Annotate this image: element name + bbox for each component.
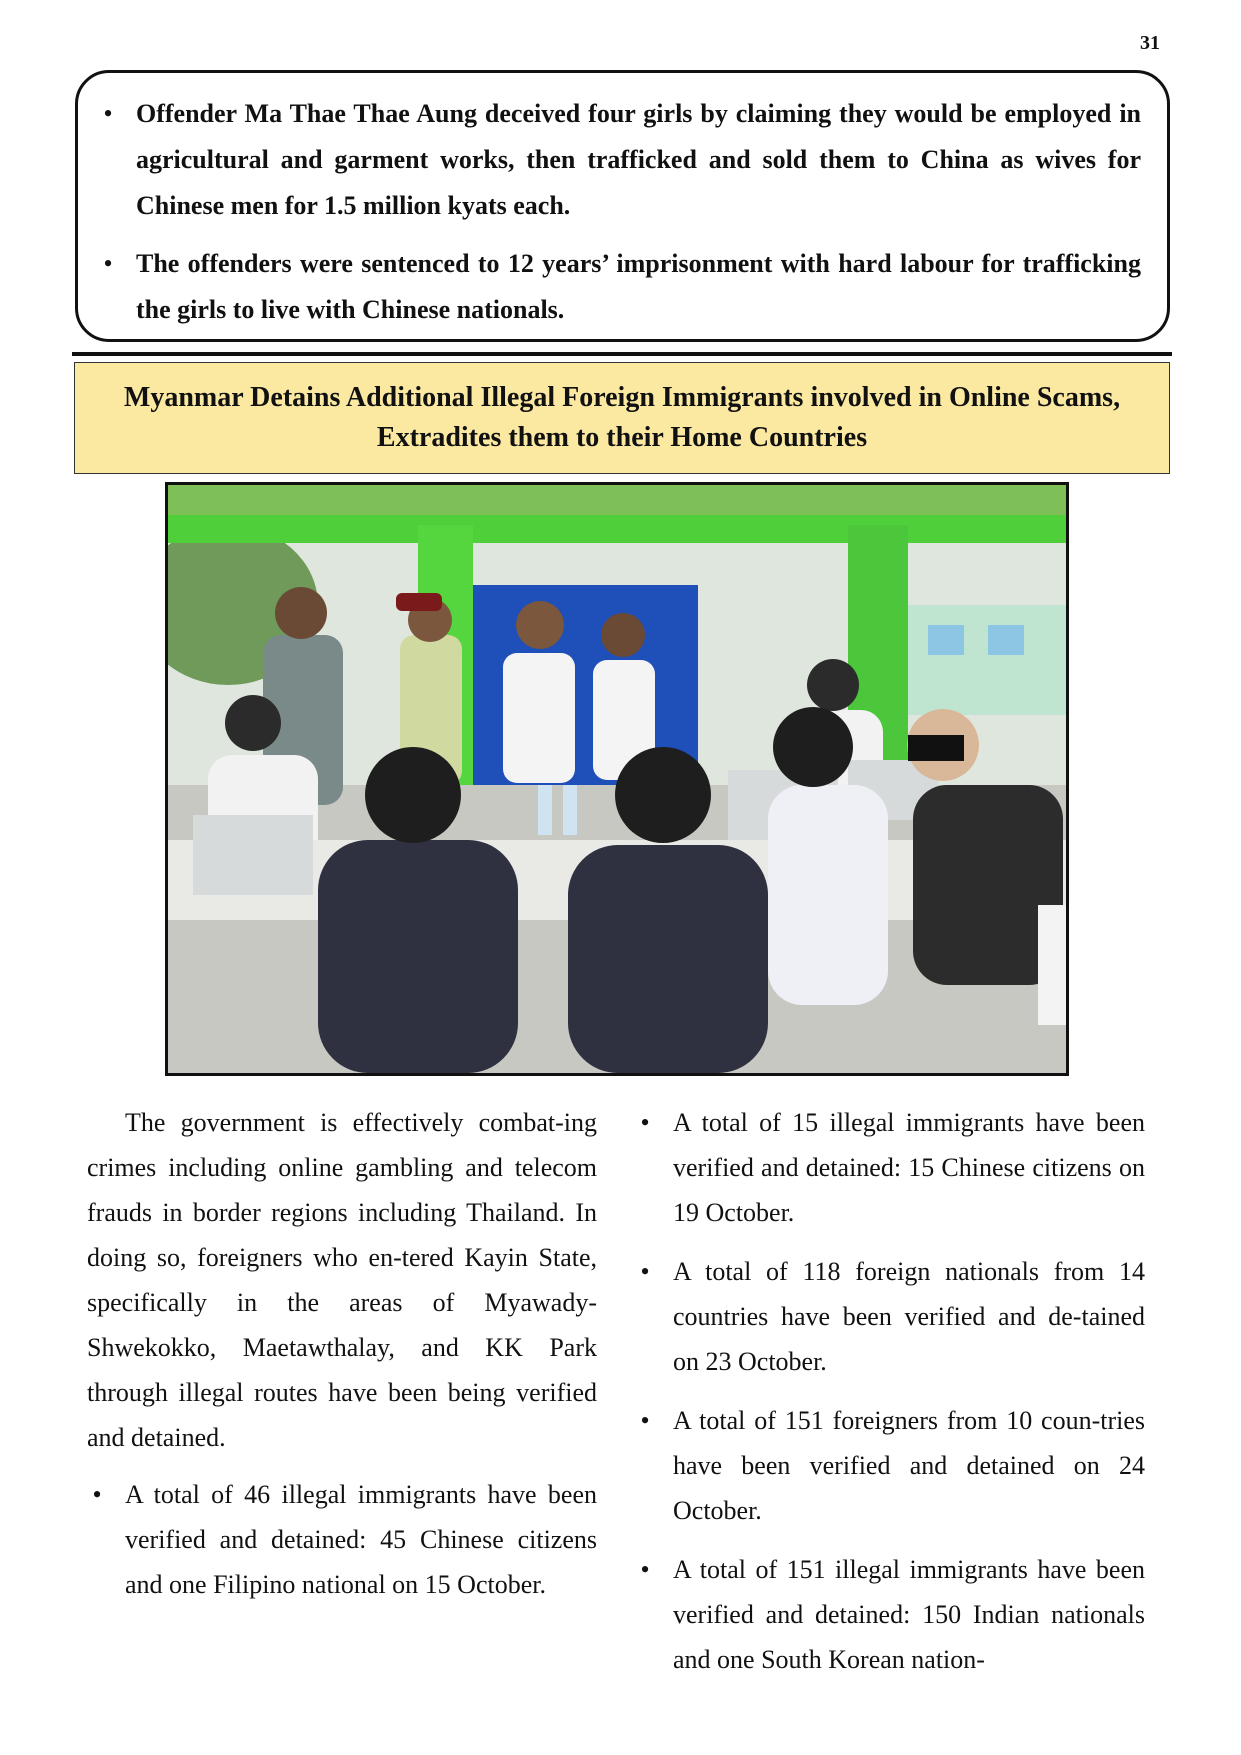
bullet-dot: • [103,99,113,128]
list-item-text: A total of 118 foreign nationals from 14 countries have been verified and de-tained on 23 October. [673,1257,1145,1376]
list-item-text: A total of 15 illegal immigrants have been verified and detained: 15 Chinese citizens on 19 October. [673,1108,1145,1227]
list-item-text: A total of 151 illegal immigrants have been verified and detained: 150 Indian nationals and one South Korean nation- [673,1555,1145,1674]
list-item-text: A total of 46 illegal immigrants have been verified and detained: 45 Chinese citizens and one Filipino national on 15 October. [125,1480,597,1599]
bullet-dot: • [92,1480,102,1509]
article-left-column [87,1100,597,1621]
left-bullet-list [87,1472,597,1607]
summary-box [75,70,1170,342]
right-bullet-list [635,1100,1145,1682]
bullet-dot: • [640,1555,650,1584]
list-item [635,1100,1145,1235]
headline-title: Myanmar Detains Additional Illegal Foreign Immigrants involved in Online Scams, Extradites them to their Home Countries [123,382,1121,453]
summary-bullet-text: The offenders were sentenced to 12 years’ imprisonment with hard labour for trafficking the girls to live with Chinese nationals. [136,249,1141,324]
list-item-text: A total of 151 foreigners from 10 coun-tries have been verified and detained on 24 October. [673,1406,1145,1525]
bullet-dot: • [640,1406,650,1435]
bullet-dot: • [103,249,113,278]
list-item [635,1547,1145,1682]
list-item [635,1398,1145,1533]
bullet-dot: • [640,1108,650,1137]
list-item [87,1472,597,1607]
summary-bullet [98,91,1141,229]
summary-bullet [98,241,1141,333]
headline-box [74,362,1170,474]
article-intro: The government is effectively combat-ing crimes including online gambling and telecom frauds in border regions including Thailand. In doing so, foreigners who en-tered Kayin State, specifically in the areas of Myawady-Shwekokko, Maetawthalay, and KK Park through illegal routes have been being verified and detained. [87,1108,597,1452]
list-item [635,1249,1145,1384]
section-divider [72,352,1172,356]
article-right-column [635,1100,1145,1696]
news-photo [165,482,1069,1076]
summary-list [98,91,1141,333]
page-number: 31 [1140,32,1160,54]
bullet-dot: • [640,1257,650,1286]
summary-bullet-text: Offender Ma Thae Thae Aung deceived four girls by claiming they would be employed in agricultural and garment works, then trafficked and sold them to China as wives for Chinese men for 1.5 million kyats each. [136,99,1141,220]
news-photo-illustration [168,485,1066,1073]
